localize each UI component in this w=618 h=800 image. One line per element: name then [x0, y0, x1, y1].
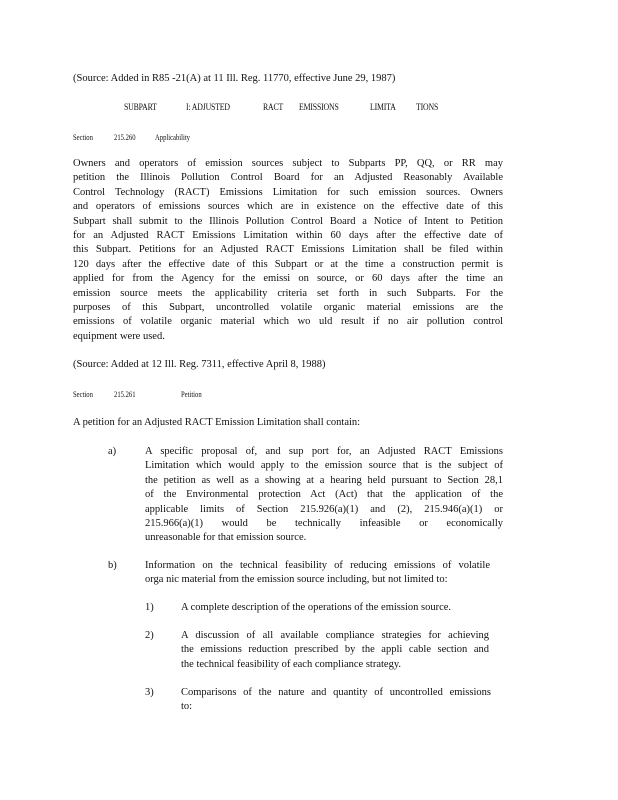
body-line: emission source meets the applicability criteria set forth in such Subparts. For the — [73, 287, 503, 299]
subpart-limita: LIMITA — [370, 103, 396, 113]
subpart-ract: RACT — [263, 103, 284, 113]
source-note-260: (Source: Added at 12 Ill. Reg. 7311, effective April 8, 1988) — [73, 359, 326, 370]
item-b-marker: b) — [108, 560, 117, 571]
subitem-2-text — [181, 629, 489, 672]
item-a-marker: a) — [108, 446, 117, 457]
body-line: the petition as well as a showing at a hearing held pursuant to Section 28,1 — [145, 474, 503, 486]
body-line: the emissions reduction prescribed by the appli cable section and — [181, 644, 489, 656]
section-number: 215.260 — [114, 132, 136, 142]
body-line: A discussion of all available compliance strategies for achieving — [181, 630, 489, 641]
body-line: equipment were used. — [73, 330, 165, 342]
item-b-text — [145, 559, 490, 588]
section-number: 215.261 — [114, 389, 136, 399]
section-261-intro: A petition for an Adjusted RACT Emission Limitation shall contain: — [73, 417, 361, 428]
section-label: Section — [73, 132, 93, 142]
body-line: to: — [181, 701, 193, 713]
section-label: Section — [73, 389, 93, 399]
subpart-tions: TIONS — [416, 103, 439, 113]
body-line: Information on the technical feasibility of reducing emissions of volatile — [145, 560, 490, 571]
body-line: this Subpart. Petitions for an Adjusted RACT Emissions Limitation shall be filed within — [73, 244, 503, 256]
body-line: and operators of emissions sources which are in existence on the effective date of this — [73, 201, 503, 213]
item-a-text — [145, 445, 503, 546]
body-line: Owners and operators of emission sources subject to Subparts PP, QQ, or RR may — [73, 158, 503, 169]
subpart-letter: I: ADJUSTED — [186, 103, 230, 113]
body-line: petition the Illinois Pollution Control Board for an Adjusted Reasonably Available — [73, 172, 503, 184]
body-line: Control Technology (RACT) Emissions Limitation for such emission sources. Owners — [73, 186, 503, 198]
subpart-emissions: EMISSIONS — [299, 103, 339, 113]
body-line: A specific proposal of, and sup port for, an Adjusted RACT Emissions — [145, 446, 503, 457]
subpart-label: SUBPART — [124, 103, 157, 113]
body-line: purposes of this Subpart, uncontrolled volatile organic material emissions are the — [73, 302, 503, 314]
subitem-3-text — [181, 686, 491, 715]
body-line: 215.966(a)(1) would be technically infeasible or economically — [145, 518, 503, 530]
body-line: orga nic material from the emission source including, but not limited to: — [145, 574, 448, 586]
subitem-1-text — [181, 601, 486, 615]
body-line: of the Environmental protection Act (Act) that the application of the — [145, 489, 503, 501]
section-260-body — [73, 157, 503, 344]
body-line: for an Adjusted RACT Emissions Limitation within 60 days after the effective date of — [73, 230, 503, 242]
body-line: Comparisons of the nature and quantity of uncontrolled emissions — [181, 687, 491, 698]
body-line: 120 days after the effective date of this Subpart or at the time a construction permit is — [73, 258, 503, 270]
section-title: Applicability — [155, 132, 190, 142]
section-title: Petition — [181, 389, 202, 399]
body-line: applied for from the Agency for the emissi on source, or 60 days after the time an — [73, 273, 503, 285]
source-note-top: (Source: Added in R85 -21(A) at 11 Ill. Reg. 11770, effective June 29, 1987) — [73, 73, 396, 84]
body-line: the technical feasibility of each compliance strategy. — [181, 658, 402, 670]
subitem-3-marker: 3) — [145, 687, 154, 698]
body-line: Limitation which would apply to the emission source that is the subject of — [145, 460, 503, 472]
subitem-1-marker: 1) — [145, 602, 154, 613]
subitem-2-marker: 2) — [145, 630, 154, 641]
body-line: unreasonable for that emission source. — [145, 532, 307, 544]
body-line: applicable limits of Section 215.926(a)(1) and (2), 215.946(a)(1) or — [145, 503, 503, 515]
body-line: A complete description of the operations of the emission source. — [181, 602, 452, 613]
body-line: emissions of volatile organic material which wo uld result if no air pollution control — [73, 316, 503, 328]
body-line: Subpart shall submit to the Illinois Pollution Control Board a Notice of Intent to Petition — [73, 215, 503, 227]
